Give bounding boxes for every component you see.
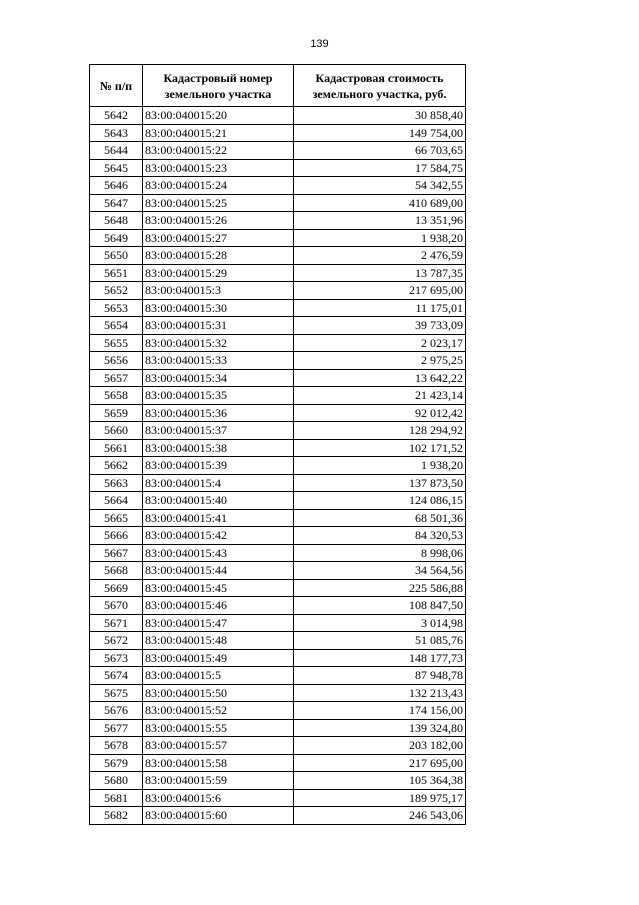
table-row [90, 159, 466, 177]
cadastral-cost-cell: 246 543,06 [294, 807, 466, 825]
table-row [90, 597, 466, 615]
table-row [90, 492, 466, 510]
cadastral-cost-cell: 174 156,00 [294, 702, 466, 720]
row-number-cell: 5658 [90, 387, 143, 405]
table-row [90, 754, 466, 772]
cadastral-number-cell: 83:00:040015:43 [143, 544, 294, 562]
row-number-cell: 5664 [90, 492, 143, 510]
row-number-cell: 5650 [90, 247, 143, 265]
cadastral-number-cell: 83:00:040015:39 [143, 457, 294, 475]
cadastral-number-cell: 83:00:040015:50 [143, 684, 294, 702]
cadastral-cost-cell: 51 085,76 [294, 632, 466, 650]
cadastral-cost-cell: 84 320,53 [294, 527, 466, 545]
cadastral-number-cell: 83:00:040015:33 [143, 352, 294, 370]
row-number-cell: 5678 [90, 737, 143, 755]
row-number-cell: 5643 [90, 124, 143, 142]
cadastral-cost-cell: 87 948,78 [294, 667, 466, 685]
table-row [90, 562, 466, 580]
cadastral-cost-cell: 11 175,01 [294, 299, 466, 317]
cadastral-cost-cell: 2 023,17 [294, 334, 466, 352]
cadastral-cost-cell: 217 695,00 [294, 282, 466, 300]
row-number-cell: 5653 [90, 299, 143, 317]
row-number-cell: 5682 [90, 807, 143, 825]
cadastral-cost-cell: 39 733,09 [294, 317, 466, 335]
cadastral-cost-cell: 8 998,06 [294, 544, 466, 562]
row-number-cell: 5655 [90, 334, 143, 352]
cadastral-number-cell: 83:00:040015:34 [143, 369, 294, 387]
row-number-cell: 5663 [90, 474, 143, 492]
cadastral-cost-cell: 34 564,56 [294, 562, 466, 580]
cadastral-cost-cell: 137 873,50 [294, 474, 466, 492]
table-row [90, 334, 466, 352]
table-row [90, 264, 466, 282]
cadastral-number-cell: 83:00:040015:27 [143, 229, 294, 247]
header-num: № п/п [90, 65, 143, 107]
row-number-cell: 5657 [90, 369, 143, 387]
cadastral-number-cell: 83:00:040015:42 [143, 527, 294, 545]
cadastral-cost-cell: 189 975,17 [294, 789, 466, 807]
cadastral-number-cell: 83:00:040015:40 [143, 492, 294, 510]
table-row [90, 579, 466, 597]
row-number-cell: 5668 [90, 562, 143, 580]
table-row [90, 317, 466, 335]
table-row [90, 684, 466, 702]
cadastral-cost-cell: 410 689,00 [294, 194, 466, 212]
row-number-cell: 5648 [90, 212, 143, 230]
table-row [90, 124, 466, 142]
row-number-cell: 5662 [90, 457, 143, 475]
cadastral-number-cell: 83:00:040015:5 [143, 667, 294, 685]
cadastral-cost-cell: 102 171,52 [294, 439, 466, 457]
cadastral-cost-cell: 128 294,92 [294, 422, 466, 440]
table-row [90, 457, 466, 475]
table-row [90, 614, 466, 632]
row-number-cell: 5644 [90, 142, 143, 160]
row-number-cell: 5677 [90, 719, 143, 737]
table-row [90, 807, 466, 825]
table-row [90, 737, 466, 755]
cadastral-cost-cell: 66 703,65 [294, 142, 466, 160]
row-number-cell: 5665 [90, 509, 143, 527]
cadastral-number-cell: 83:00:040015:59 [143, 772, 294, 790]
cadastral-number-cell: 83:00:040015:55 [143, 719, 294, 737]
page-number: 139 [310, 38, 329, 50]
cadastral-number-cell: 83:00:040015:37 [143, 422, 294, 440]
table-row [90, 212, 466, 230]
table-row [90, 474, 466, 492]
table-row [90, 509, 466, 527]
row-number-cell: 5645 [90, 159, 143, 177]
cadastral-cost-cell: 13 351,96 [294, 212, 466, 230]
table-row [90, 229, 466, 247]
cadastral-cost-cell: 149 754,00 [294, 124, 466, 142]
row-number-cell: 5669 [90, 579, 143, 597]
cadastral-cost-cell: 203 182,00 [294, 737, 466, 755]
cadastre-table [89, 64, 466, 825]
table-row [90, 544, 466, 562]
table-row [90, 282, 466, 300]
cadastral-cost-cell: 13 787,35 [294, 264, 466, 282]
cadastral-number-cell: 83:00:040015:24 [143, 177, 294, 195]
table-row [90, 649, 466, 667]
table-header [90, 65, 466, 107]
row-number-cell: 5675 [90, 684, 143, 702]
cadastral-cost-cell: 3 014,98 [294, 614, 466, 632]
cadastral-cost-cell: 1 938,20 [294, 457, 466, 475]
row-number-cell: 5679 [90, 754, 143, 772]
cadastral-number-cell: 83:00:040015:21 [143, 124, 294, 142]
table-row [90, 789, 466, 807]
row-number-cell: 5646 [90, 177, 143, 195]
table-row [90, 352, 466, 370]
row-number-cell: 5676 [90, 702, 143, 720]
table-row [90, 719, 466, 737]
header-row [90, 65, 466, 107]
table-row [90, 667, 466, 685]
cadastral-number-cell: 83:00:040015:44 [143, 562, 294, 580]
table-row [90, 527, 466, 545]
row-number-cell: 5659 [90, 404, 143, 422]
cadastral-number-cell: 83:00:040015:23 [143, 159, 294, 177]
table-row [90, 194, 466, 212]
cadastral-cost-cell: 139 324,80 [294, 719, 466, 737]
cadastral-number-cell: 83:00:040015:45 [143, 579, 294, 597]
row-number-cell: 5654 [90, 317, 143, 335]
cadastral-cost-cell: 68 501,36 [294, 509, 466, 527]
table-row [90, 772, 466, 790]
table-row [90, 632, 466, 650]
cadastral-number-cell: 83:00:040015:48 [143, 632, 294, 650]
row-number-cell: 5671 [90, 614, 143, 632]
cadastral-number-cell: 83:00:040015:58 [143, 754, 294, 772]
cadastral-number-cell: 83:00:040015:3 [143, 282, 294, 300]
table-row [90, 177, 466, 195]
row-number-cell: 5656 [90, 352, 143, 370]
cadastral-cost-cell: 13 642,22 [294, 369, 466, 387]
row-number-cell: 5672 [90, 632, 143, 650]
cadastral-number-cell: 83:00:040015:32 [143, 334, 294, 352]
cadastral-number-cell: 83:00:040015:31 [143, 317, 294, 335]
cadastral-cost-cell: 124 086,15 [294, 492, 466, 510]
table-row [90, 404, 466, 422]
cadastral-number-cell: 83:00:040015:25 [143, 194, 294, 212]
row-number-cell: 5680 [90, 772, 143, 790]
row-number-cell: 5651 [90, 264, 143, 282]
table-row [90, 299, 466, 317]
cadastral-number-cell: 83:00:040015:57 [143, 737, 294, 755]
table-row [90, 439, 466, 457]
table-row [90, 142, 466, 160]
cadastral-cost-cell: 225 586,88 [294, 579, 466, 597]
cadastral-number-cell: 83:00:040015:28 [143, 247, 294, 265]
cadastral-cost-cell: 54 342,55 [294, 177, 466, 195]
row-number-cell: 5660 [90, 422, 143, 440]
table-row [90, 702, 466, 720]
cadastral-number-cell: 83:00:040015:47 [143, 614, 294, 632]
row-number-cell: 5673 [90, 649, 143, 667]
table-body [90, 107, 466, 825]
cadastral-cost-cell: 21 423,14 [294, 387, 466, 405]
row-number-cell: 5681 [90, 789, 143, 807]
cadastral-cost-cell: 1 938,20 [294, 229, 466, 247]
cadastral-number-cell: 83:00:040015:22 [143, 142, 294, 160]
cadastral-cost-cell: 30 858,40 [294, 107, 466, 125]
cadastral-number-cell: 83:00:040015:30 [143, 299, 294, 317]
table-row [90, 369, 466, 387]
table-row [90, 247, 466, 265]
cadastral-number-cell: 83:00:040015:4 [143, 474, 294, 492]
cadastral-number-cell: 83:00:040015:36 [143, 404, 294, 422]
header-cadastral-number: Кадастровый номер земельного участка [143, 65, 294, 107]
table-row [90, 387, 466, 405]
cadastral-cost-cell: 108 847,50 [294, 597, 466, 615]
cadastral-cost-cell: 105 364,38 [294, 772, 466, 790]
row-number-cell: 5649 [90, 229, 143, 247]
cadastral-cost-cell: 17 584,75 [294, 159, 466, 177]
cadastral-number-cell: 83:00:040015:35 [143, 387, 294, 405]
row-number-cell: 5647 [90, 194, 143, 212]
cadastral-number-cell: 83:00:040015:6 [143, 789, 294, 807]
cadastral-cost-cell: 92 012,42 [294, 404, 466, 422]
cadastral-number-cell: 83:00:040015:52 [143, 702, 294, 720]
row-number-cell: 5667 [90, 544, 143, 562]
header-cadastral-cost: Кадастровая стоимость земельного участка, руб. [294, 65, 466, 107]
cadastral-number-cell: 83:00:040015:60 [143, 807, 294, 825]
cadastral-number-cell: 83:00:040015:29 [143, 264, 294, 282]
row-number-cell: 5670 [90, 597, 143, 615]
cadastral-cost-cell: 132 213,43 [294, 684, 466, 702]
row-number-cell: 5652 [90, 282, 143, 300]
row-number-cell: 5642 [90, 107, 143, 125]
cadastral-number-cell: 83:00:040015:41 [143, 509, 294, 527]
cadastral-number-cell: 83:00:040015:49 [143, 649, 294, 667]
cadastral-cost-cell: 148 177,73 [294, 649, 466, 667]
table-row [90, 107, 466, 125]
table-row [90, 422, 466, 440]
row-number-cell: 5661 [90, 439, 143, 457]
cadastral-cost-cell: 2 975,25 [294, 352, 466, 370]
cadastral-number-cell: 83:00:040015:26 [143, 212, 294, 230]
cadastral-cost-cell: 2 476,59 [294, 247, 466, 265]
row-number-cell: 5674 [90, 667, 143, 685]
cadastral-cost-cell: 217 695,00 [294, 754, 466, 772]
cadastral-number-cell: 83:00:040015:38 [143, 439, 294, 457]
cadastral-number-cell: 83:00:040015:46 [143, 597, 294, 615]
row-number-cell: 5666 [90, 527, 143, 545]
cadastral-number-cell: 83:00:040015:20 [143, 107, 294, 125]
